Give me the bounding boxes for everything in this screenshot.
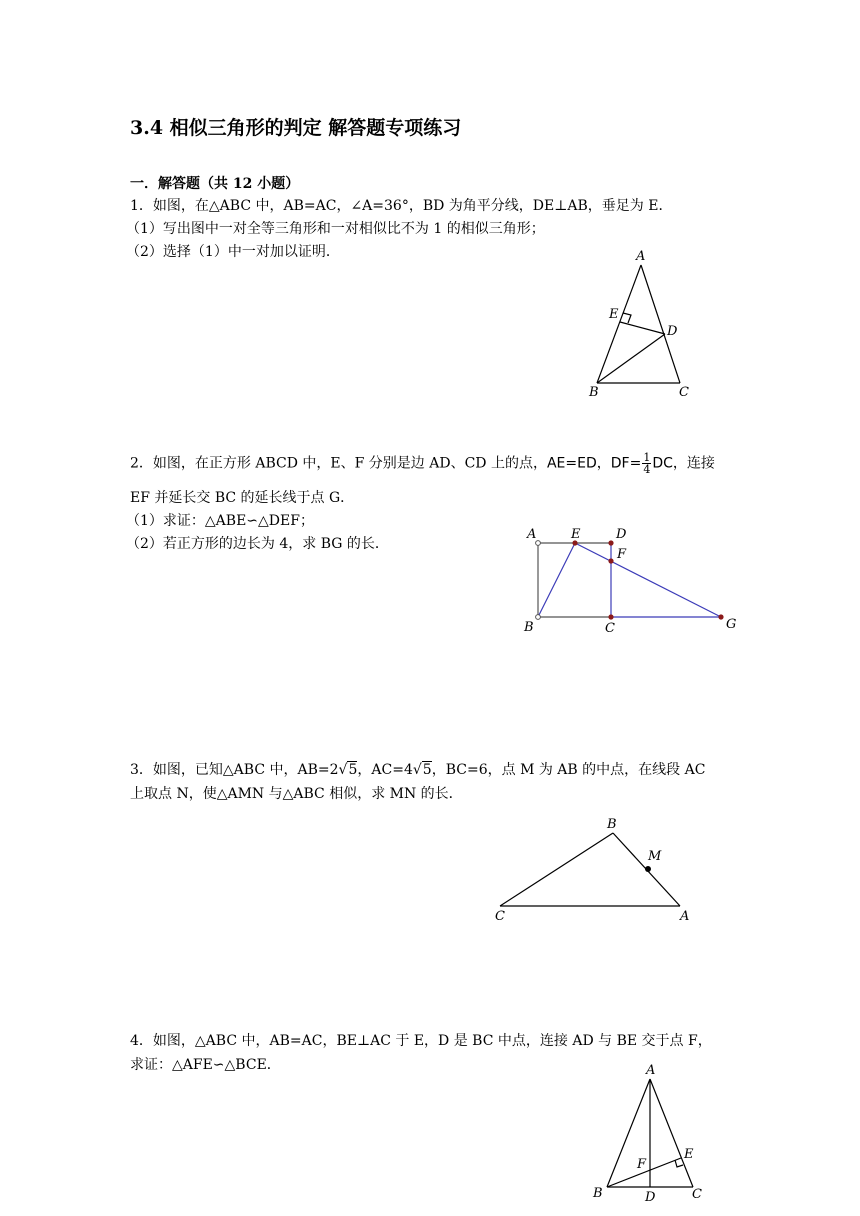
equation-df-right: DC: [652, 455, 673, 472]
equation-df-left: DF=: [610, 455, 642, 472]
problem-2-text-a: 2．如图，在正方形 ABCD 中，E、F 分别是边 AD、CD 上的点，: [130, 455, 547, 472]
label-a: A: [636, 249, 646, 264]
label-c: C: [605, 621, 615, 636]
label-a: A: [646, 1063, 656, 1078]
label-c: C: [495, 909, 505, 924]
label-e: E: [684, 1147, 694, 1162]
segment-ac: [650, 1079, 693, 1187]
problem-3-text-b: ，BC=6，点 M 为 AB 的中点，在线段 AC: [431, 762, 706, 778]
label-b: B: [589, 385, 599, 400]
fraction-denominator: 4: [643, 463, 651, 476]
problem-4-statement: 4．如图，△ABC 中，AB=AC，BE⊥AC 于 E，D 是 BC 中点，连接 AD 与 BE 交于点 F，: [130, 1033, 712, 1049]
label-a: A: [680, 909, 690, 924]
label-a: A: [527, 527, 537, 542]
label-e: E: [571, 527, 581, 542]
page-title: 3.4 相似三角形的判定 解答题专项练习: [130, 117, 462, 139]
label-d: D: [667, 324, 678, 339]
problem-3-text-a: 3．如图，已知△ABC 中，AB=: [130, 762, 330, 778]
label-f: F: [637, 1157, 647, 1172]
right-angle-mark: [675, 1160, 683, 1167]
equation-ae-ed: AE=ED: [546, 455, 597, 472]
label-d: D: [645, 1190, 656, 1205]
label-b: B: [593, 1186, 603, 1201]
problem-2-continuation: EF 并延长交 BC 的延长线于点 G．: [130, 490, 355, 506]
problem-2-part-2: （2）若正方形的边长为 4，求 BG 的长．: [126, 536, 389, 552]
problem-3-text-mid: ，AC=: [357, 762, 404, 778]
label-b: B: [524, 620, 534, 635]
problem-1-statement: 1．如图，在△ABC 中，AB=AC，∠A=36°，BD 为角平分线，DE⊥AB，垂足为 E．: [130, 198, 673, 214]
problem-2-part-1: （1）求证：△ABE∽△DEF；: [126, 513, 314, 529]
problem-1-part-2: （2）选择（1）中一对加以证明．: [126, 244, 340, 260]
label-f: F: [617, 547, 627, 562]
label-d: D: [616, 527, 627, 542]
label-m: M: [648, 849, 662, 864]
sqrt-symbol: √: [412, 762, 422, 778]
problem-1-part-1: （1）写出图中一对全等三角形和一对相似比不为 1 的相似三角形；: [126, 221, 545, 237]
radical-ab-radicand: 5: [348, 762, 358, 778]
radical-ac-radicand: 5: [422, 762, 432, 778]
label-b: B: [607, 817, 617, 832]
section-heading: 一．解答题（共 12 小题）: [130, 176, 300, 192]
radical-ac-coefficient: 4: [403, 762, 413, 778]
sqrt-symbol: √: [338, 762, 348, 778]
radical-ab-coefficient: 2: [329, 762, 339, 778]
label-e: E: [609, 307, 619, 322]
separator: ，: [596, 455, 611, 472]
problem-3-continuation: 上取点 N，使△AMN 与△ABC 相似，求 MN 的长．: [130, 786, 463, 802]
label-c: C: [692, 1187, 702, 1202]
label-g: G: [726, 617, 737, 632]
label-c: C: [679, 385, 689, 400]
problem-2-text-b: ，连接: [672, 455, 715, 472]
fraction-numerator: 1: [643, 451, 651, 464]
problem-4-continuation: 求证：△AFE∽△BCE．: [130, 1057, 281, 1073]
